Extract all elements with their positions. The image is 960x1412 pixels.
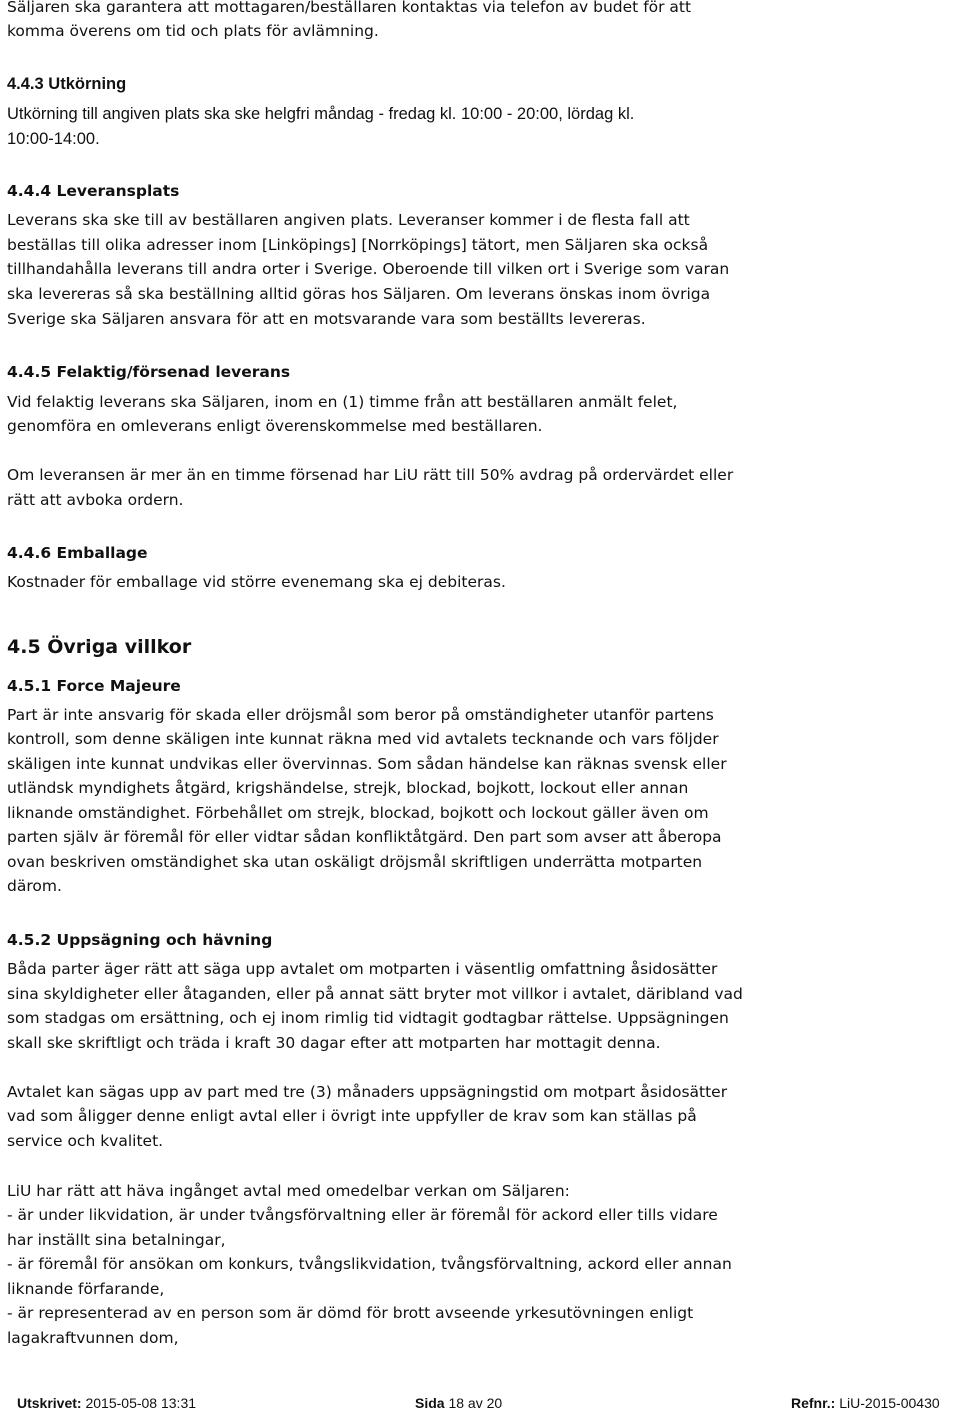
s445-line-2: genomföra en omleverans enligt överenskommelse med beställaren. <box>7 417 543 435</box>
section-heading-4-5-1: 4.5.1 Force Majeure <box>7 677 181 695</box>
footer-printed-label: Utskrivet: <box>17 1395 82 1411</box>
section-heading-4-4-5: 4.4.5 Felaktig/försenad leverans <box>7 363 291 381</box>
s445-line-4: rätt att avboka ordern. <box>7 491 184 509</box>
footer-ref-value: LiU-2015-00430 <box>835 1395 940 1411</box>
section-heading-4-4-3: 4.4.3 Utkörning <box>7 75 127 93</box>
s444-line-4a: ska levereras så ska beställning alltid göras hos Säljaren. <box>7 285 451 303</box>
s445-line-1: Vid felaktig leverans ska Säljaren, inom en (1) timme från att beställaren anmält felet, <box>7 393 678 411</box>
s452-p3-line-4: - är föremål för ansökan om konkurs, tvångslikvidation, tvångsförvaltning, ackord eller annan <box>7 1255 732 1273</box>
s452-p3-line-3: har inställt sina betalningar, <box>7 1231 226 1249</box>
s444-line-2: beställas till olika adresser inom [Linköpings] [Norrköpings] tätort, men Säljaren ska också <box>7 236 709 254</box>
s452-p3-line-2: - är under likvidation, är under tvångsförvaltning eller är föremål för ackord eller tills vidare <box>7 1206 718 1224</box>
s446-line-1: Kostnader för emballage vid större evenemang ska ej debiteras. <box>7 573 506 591</box>
s452-p3-line-6: - är representerad av en person som är dömd för brott avseende yrkesutövningen enligt <box>7 1304 694 1322</box>
s452-p3-line-1: LiU har rätt att häva ingånget avtal med omedelbar verkan om Säljaren: <box>7 1182 570 1200</box>
s444-line-1b: Leveranser kommer i de flesta fall att <box>393 211 690 229</box>
section-heading-4-5: 4.5 Övriga villkor <box>7 636 192 658</box>
s452-p1-line-3: som stadgas om ersättning, och ej inom rimlig tid vidtagit godtagbar rättelse. Uppsägningen <box>7 1009 729 1027</box>
footer-page-current: 18 <box>444 1395 465 1411</box>
s444-line-1 <box>7 210 690 230</box>
s451-line-3: skäligen inte kunnat undvikas eller övervinnas. Som sådan händelse kan räknas svensk eller <box>7 755 727 773</box>
intro-line-2: komma överens om tid och plats för avlämning. <box>7 22 379 40</box>
s452-p2-line-2: vad som åligger denne enligt avtal eller i övrigt inte uppfyller de krav som kan ställas på <box>7 1107 697 1125</box>
s443-line-2: 10:00-14:00. <box>7 130 100 148</box>
footer-page-label: Sida <box>415 1395 445 1411</box>
footer-ref-label: Refnr.: <box>791 1395 836 1411</box>
intro-line-1: Säljaren ska garantera att mottagaren/beställaren kontaktas via telefon av budet för att <box>7 0 692 16</box>
section-heading-4-4-4: 4.4.4 Leveransplats <box>7 182 180 200</box>
s444-line-3b: Oberoende till vilken ort i Sverige som varan <box>377 260 730 278</box>
s452-p3-line-5: liknande förfarande, <box>7 1280 165 1298</box>
s444-line-5: Sverige ska Säljaren ansvara för att en motsvarande vara som beställts levereras. <box>7 310 646 328</box>
s452-p1-line-4: skall ske skriftligt och träda i kraft 30 dagar efter att motparten har mottagit denna. <box>7 1034 661 1052</box>
s443-line-1: Utkörning till angiven plats ska ske helgfri måndag - fredag kl. 10:00 - 20:00, lördag kl. <box>7 105 635 123</box>
s451-line-6: parten själv är föremål för eller vidtar sådan konfliktåtgärd. Den part som avser att åberopa <box>7 828 722 846</box>
s444-line-1a: Leverans ska ske till av beställaren angiven plats. <box>7 211 394 229</box>
s451-line-2: kontroll, som denne skäligen inte kunnat räkna med vid avtalets tecknande och vars följder <box>7 730 719 748</box>
s451-line-7: ovan beskriven omständighet ska utan oskäligt dröjsmål skriftligen underrätta motparten <box>7 853 703 871</box>
s444-line-3a: tillhandahålla leverans till andra orter i Sverige. <box>7 260 378 278</box>
s444-line-4 <box>7 284 710 304</box>
footer-page-number <box>415 1394 502 1412</box>
s452-p1-line-2: sina skyldigheter eller åtaganden, eller på annat sätt bryter mot villkor i avtalet, däribland vad <box>7 985 743 1003</box>
s452-p3-line-7: lagakraftvunnen dom, <box>7 1329 179 1347</box>
s452-p2-line-3: service och kvalitet. <box>7 1132 164 1150</box>
s451-line-4: utländsk myndighets åtgärd, krigshändelse, strejk, blockad, bojkott, lockout eller annan <box>7 779 689 797</box>
footer-reference <box>791 1394 940 1412</box>
footer-printed-value: 2015-05-08 13:31 <box>81 1395 197 1411</box>
s452-p2-line-1: Avtalet kan sägas upp av part med tre (3) månaders uppsägningstid om motpart åsidosätter <box>7 1083 728 1101</box>
s451-line-5: liknande omständighet. Förbehållet om strejk, blockad, bojkott och lockout gäller även om <box>7 804 709 822</box>
s451-line-1: Part är inte ansvarig för skada eller dröjsmål som beror på omständigheter utanför partens <box>7 706 714 724</box>
s445-line-3: Om leveransen är mer än en timme försenad har LiU rätt till 50% avdrag på ordervärdet eller <box>7 466 734 484</box>
section-heading-4-4-6: 4.4.6 Emballage <box>7 544 148 562</box>
s444-line-4b: Om leverans önskas inom övriga <box>450 285 711 303</box>
footer-printed <box>17 1394 196 1412</box>
s452-p1-line-1: Båda parter äger rätt att säga upp avtalet om motparten i väsentlig omfattning åsidosätter <box>7 960 718 978</box>
s444-line-3 <box>7 259 729 279</box>
footer-page-total: av 20 <box>464 1395 503 1411</box>
section-heading-4-5-2: 4.5.2 Uppsägning och hävning <box>7 931 273 949</box>
s451-line-8: därom. <box>7 877 62 895</box>
